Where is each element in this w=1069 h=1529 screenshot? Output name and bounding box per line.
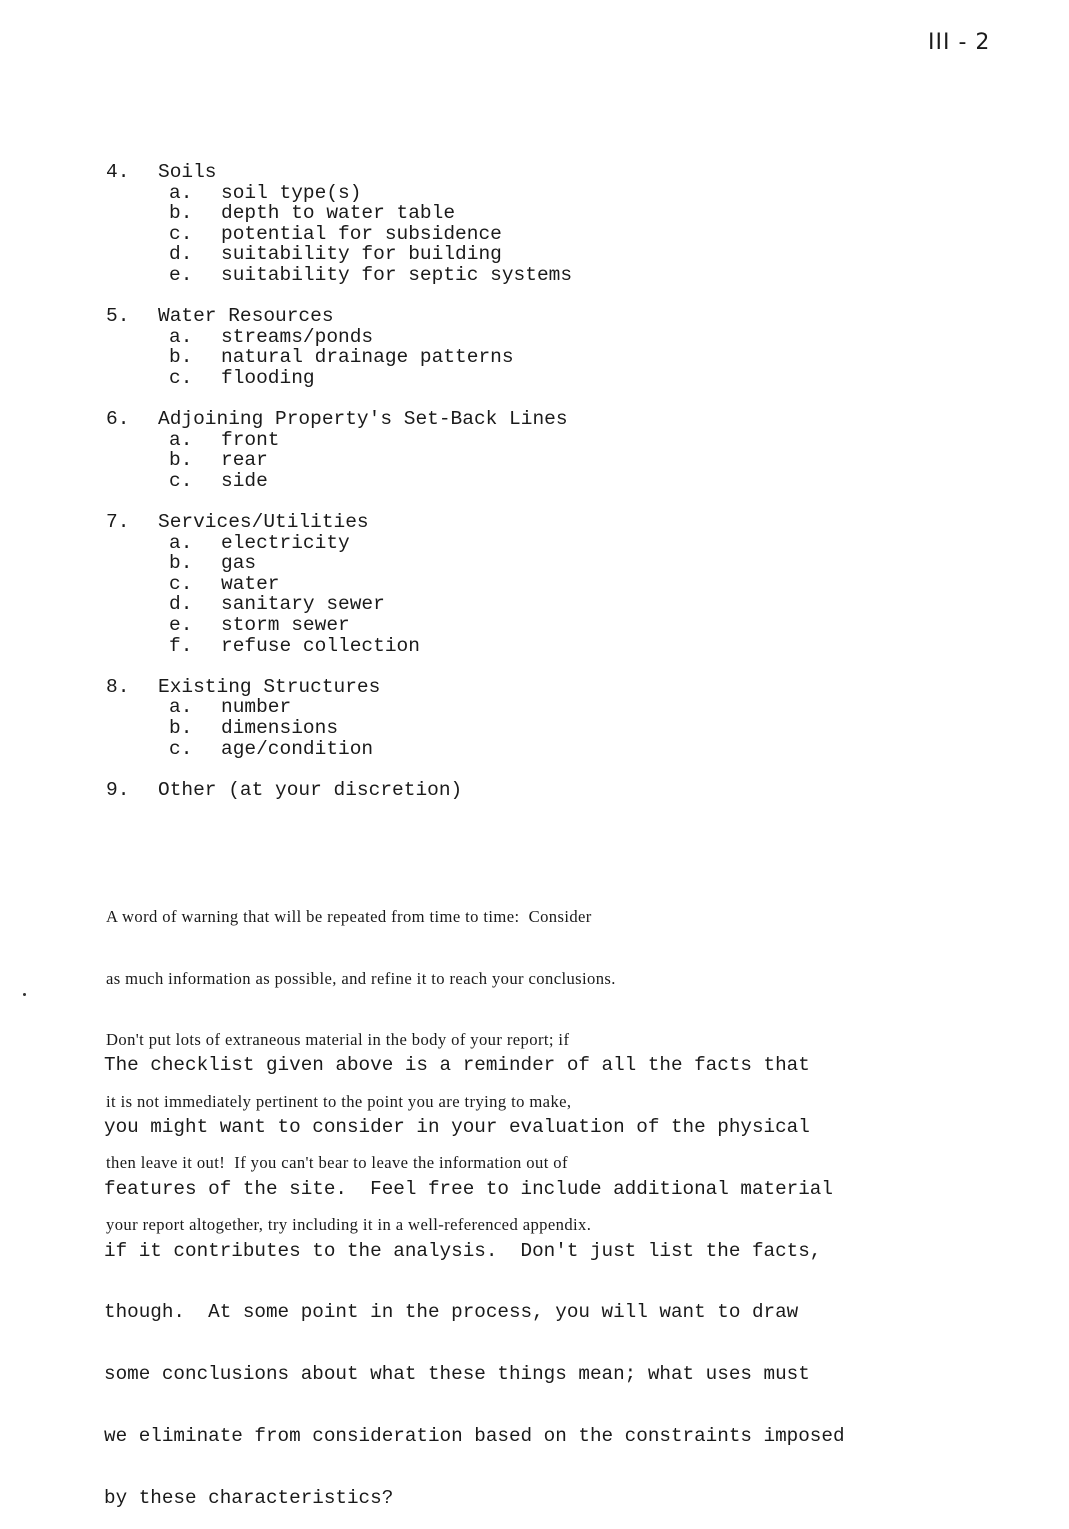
section-title: Soils: [158, 161, 217, 183]
paragraph-line: we eliminate from consideration based on the constraints imposed: [104, 1424, 845, 1447]
item-letter: e.: [169, 614, 193, 637]
section-other: [106, 780, 572, 801]
item-text: number: [221, 696, 292, 719]
closing-paragraph: [104, 1014, 944, 1529]
section-title: Adjoining Property's Set-Back Lines: [158, 408, 568, 431]
list-item: [106, 368, 572, 389]
page-number: III - 2: [928, 30, 991, 55]
item-letter: d.: [169, 243, 193, 266]
paragraph-line: though. At some point in the process, you will want to draw: [104, 1301, 799, 1324]
section-number: 6.: [106, 408, 130, 431]
list-item: [106, 739, 572, 760]
section-number: 7.: [106, 511, 130, 534]
section-title: Existing Structures: [158, 675, 381, 698]
item-letter: f.: [169, 634, 193, 657]
section-set-back-lines: [106, 409, 572, 491]
list-item: [106, 594, 572, 615]
list-item: [106, 471, 572, 492]
list-item: [106, 430, 572, 451]
section-title: Water Resources: [158, 305, 334, 328]
item-text: potential for subsidence: [221, 222, 502, 245]
item-letter: b.: [169, 717, 193, 740]
item-text: water: [221, 572, 280, 595]
item-text: depth to water table: [221, 202, 456, 225]
item-letter: b.: [169, 202, 193, 225]
list-item: [106, 533, 572, 554]
item-letter: a.: [169, 428, 193, 451]
item-text: suitability for building: [221, 243, 502, 266]
list-item: [106, 203, 572, 224]
item-text: suitability for septic systems: [221, 263, 573, 286]
item-letter: b.: [169, 346, 193, 369]
paragraph-line: it is not immediately pertinent to the point you are trying to make,: [106, 1091, 572, 1111]
list-item: [106, 553, 572, 574]
list-item: [106, 615, 572, 636]
item-text: age/condition: [221, 737, 374, 760]
list-item: [106, 697, 572, 718]
paragraph-line: as much information as possible, and refine it to reach your conclusions.: [106, 968, 616, 988]
paragraph-line: then leave it out! If you can't bear to leave the information out of: [106, 1153, 568, 1172]
section-number: 5.: [106, 305, 130, 328]
list-item: [106, 183, 572, 204]
section-water-resources: [106, 306, 572, 388]
section-services-utilities: [106, 512, 572, 656]
section-number: 9.: [106, 778, 130, 801]
item-letter: b.: [169, 552, 193, 575]
list-item: [106, 450, 572, 471]
item-letter: c.: [169, 222, 193, 245]
list-item: [106, 636, 572, 657]
paragraph-line: The checklist given above is a reminder of all the facts that: [104, 1054, 810, 1077]
paragraph-line: if it contributes to the analysis. Don't just list the facts,: [104, 1239, 822, 1262]
stray-mark: [23, 993, 26, 996]
item-text: rear: [221, 449, 268, 472]
item-letter: a.: [169, 181, 193, 204]
item-letter: a.: [169, 325, 193, 348]
paragraph-line: you might want to consider in your evaluation of the physical: [104, 1115, 810, 1138]
section-number: 8.: [106, 675, 130, 698]
paragraph-line: Don't put lots of extraneous material in the body of your report; if: [106, 1030, 570, 1049]
list-item: [106, 265, 572, 286]
item-letter: d.: [169, 593, 193, 616]
item-text: flooding: [221, 366, 315, 389]
paragraph-line: by these characteristics?: [104, 1486, 394, 1509]
item-text: storm sewer: [221, 614, 350, 637]
paragraph-line: your report altogether, try including it in a well-referenced appendix.: [106, 1214, 592, 1234]
item-text: sanitary sewer: [221, 593, 385, 616]
section-soils: [106, 162, 572, 286]
section-title: Services/Utilities: [158, 511, 369, 534]
item-text: side: [221, 469, 268, 492]
item-text: gas: [221, 552, 257, 575]
item-letter: a.: [169, 531, 193, 554]
item-letter: a.: [169, 696, 193, 719]
list-item: [106, 327, 572, 348]
list-item: [106, 574, 572, 595]
item-text: refuse collection: [221, 634, 420, 657]
item-text: soil type(s): [221, 181, 362, 204]
item-text: streams/ponds: [221, 325, 374, 348]
item-letter: b.: [169, 449, 193, 472]
list-item: [106, 347, 572, 368]
paragraph-line: some conclusions about what these things mean; what uses must: [104, 1363, 810, 1386]
item-letter: c.: [169, 572, 193, 595]
list-item: [106, 244, 572, 265]
item-text: front: [221, 428, 280, 451]
item-letter: c.: [169, 737, 193, 760]
paragraph-line: features of the site. Feel free to include additional material: [104, 1177, 833, 1200]
item-letter: c.: [169, 366, 193, 389]
section-existing-structures: [106, 677, 572, 759]
item-text: electricity: [221, 531, 350, 554]
item-text: natural drainage patterns: [221, 346, 514, 369]
item-letter: e.: [169, 263, 193, 286]
list-item: [106, 224, 572, 245]
checklist-outline: [106, 162, 572, 821]
item-text: dimensions: [221, 717, 339, 740]
item-letter: c.: [169, 469, 193, 492]
section-number: 4.: [106, 161, 130, 183]
paragraph-line: A word of warning that will be repeated from time to time: Consider: [106, 907, 592, 926]
section-title: Other (at your discretion): [158, 778, 463, 801]
list-item: [106, 718, 572, 739]
